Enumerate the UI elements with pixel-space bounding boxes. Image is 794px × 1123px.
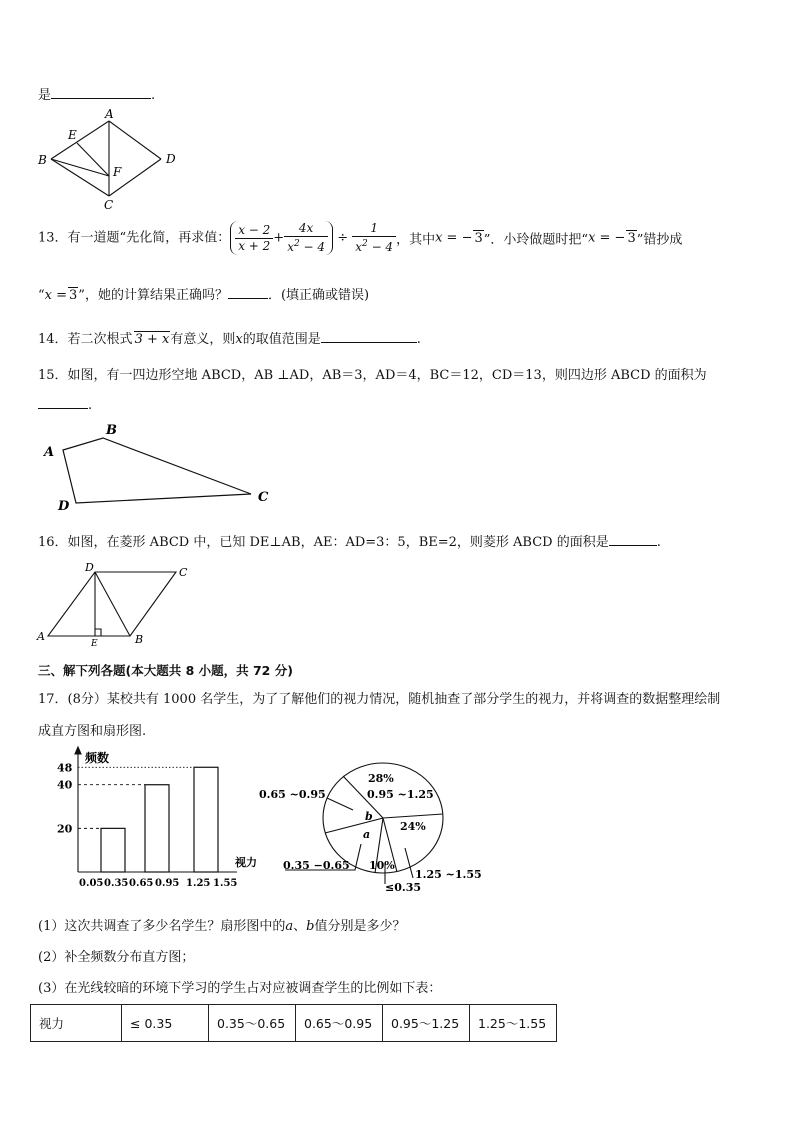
q13-sqrt-1 (473, 230, 483, 246)
q15-line-2 (38, 396, 92, 413)
pie-label-28: 28% (368, 772, 394, 785)
fig15-label-a: A (44, 445, 55, 460)
q13-condition-2: x = − (588, 230, 626, 246)
pie-leader-125 (405, 848, 413, 878)
histogram-chart (45, 744, 265, 892)
q17-sub1-c: 值分别是多少？ (314, 919, 406, 934)
q13-line2-text: ”，她的计算结果正确吗？ (78, 288, 228, 303)
q13-text-1: 有一道题“先化简，再求值： (67, 230, 231, 246)
q17-sub1-var-b: b (306, 919, 315, 934)
q13-line2-quote: “ (38, 288, 45, 303)
q13-text-4: ”错抄成 (636, 232, 683, 248)
q14-text-2: 有意义，则 (170, 332, 236, 347)
q12-tail-text: 是 (38, 88, 52, 103)
q15-answer-blank (38, 396, 88, 409)
q12-answer-line (38, 84, 155, 103)
fig15-label-c: C (258, 490, 269, 505)
figure-12 (30, 104, 190, 214)
q13-text-3: ”．小玲做题时把“ (483, 232, 589, 248)
hist-xtick-125: 1.25 (186, 878, 211, 889)
q13-condition-3: x = (44, 288, 68, 303)
q15-line-1: 15．如图，有一四边形空地 ABCD，AB ⊥AD，AB＝3，AD＝4，BC＝12，CD＝13，则四边形 ABCD 的面积为 (38, 368, 707, 383)
frac2-den-var: x (287, 240, 294, 254)
fig12-label-f: F (113, 165, 122, 179)
table-cell: 0.35～0.65 (209, 1005, 296, 1042)
q14-sqrt (134, 331, 171, 347)
q13-condition-1: x = − (435, 230, 473, 246)
q13-fraction-3 (352, 221, 396, 255)
q14-text-3: 的取值范围是 (242, 332, 321, 347)
q13-line-1 (38, 221, 682, 255)
table-cell: 0.65～0.95 (296, 1005, 383, 1042)
q13-text-2: ，其中 (396, 232, 436, 248)
q13-fraction-2 (284, 221, 328, 255)
hist-xtick-035: 0.35 (104, 878, 129, 889)
frac3-den (352, 237, 396, 255)
frac2-den-tail: − 4 (299, 240, 326, 254)
frac1-den: x + 2 (238, 238, 271, 253)
q16-line (38, 531, 661, 550)
q17-line-1: 17．(8分）某校共有 1000 名学生，为了了解他们的视力情况，随机抽查了部分学生的视力，并将调查的数据整理绘制 (38, 692, 721, 707)
fig12-label-e: E (68, 128, 77, 142)
q12-answer-blank (51, 86, 151, 99)
plus-sign: + (273, 230, 285, 246)
q16-text: 16．如图，在菱形 ABCD 中，已知 DE⊥AB，AE：AD=3：5，BE=2，则菱形 ABCD 的面积是 (38, 535, 609, 550)
figure-16 (34, 560, 204, 646)
pie-divider-5 (325, 818, 383, 833)
hist-y-arrow (75, 747, 81, 754)
pie-label-le035: ≤0.35 (385, 881, 422, 894)
hist-guides (78, 767, 194, 828)
q14-number: 14． (38, 332, 68, 347)
q17-line-2: 成直方图和扇形图. (38, 724, 147, 739)
fig15-label-d: D (58, 499, 70, 514)
frac3-den-sq: 2 (362, 239, 368, 249)
q16-answer-blank (609, 533, 657, 546)
table-cell: 视力 (31, 1005, 122, 1042)
pie-label-065-095: 0.65 ~0.95 (259, 788, 326, 801)
sqrt3-rad: 3 (69, 288, 78, 303)
q15-end: . (88, 398, 93, 413)
pie-divider-2 (383, 814, 443, 818)
fig16-label-e: E (91, 639, 98, 646)
hist-xtick-095: 0.95 (155, 878, 180, 889)
q17-sub1-var-a: a (285, 919, 294, 934)
hist-bar-1 (101, 828, 125, 872)
fig12-label-b: B (38, 153, 47, 167)
q13-line-2 (38, 284, 369, 303)
frac2-den-sq: 2 (293, 239, 300, 249)
divide-sign: ÷ (337, 230, 349, 246)
hist-xtick-065: 0.65 (129, 878, 154, 889)
frac1-num: x − 2 (235, 223, 273, 239)
hist-ytick-48: 48 (57, 761, 73, 775)
sqrt2-rad: 3 (627, 231, 636, 246)
pie-label-10: 10% (369, 859, 395, 872)
hist-xtick-005: 0.05 (79, 878, 104, 889)
table-cell: 0.95～1.25 (383, 1005, 470, 1042)
fig12-label-d: D (166, 152, 176, 166)
q12-end: . (151, 88, 156, 103)
q13-number: 13． (38, 230, 68, 246)
hist-xtick-155: 1.55 (213, 878, 238, 889)
pie-label-035-065: 0.35 −0.65 (283, 859, 350, 872)
q13-answer-blank (228, 286, 268, 299)
table-cell: 1.25～1.55 (470, 1005, 557, 1042)
q14-text-1: 若二次根式 (67, 332, 133, 347)
pie-chart (255, 758, 490, 898)
q17-sub-1 (38, 915, 405, 934)
q14-answer-blank (321, 330, 417, 343)
fig16-label-a: A (37, 630, 45, 643)
frac3-den-tail: − 4 (367, 240, 394, 254)
sqrt1-rad: 3 (474, 231, 483, 246)
q14-rad: 3 + x (134, 332, 170, 347)
pie-label-a: a (363, 828, 371, 841)
q13-line2-tail: ．(填正确或错误) (267, 288, 370, 303)
hist-bar-3 (194, 767, 218, 872)
q14-end: . (416, 332, 421, 347)
q13-sqrt-3 (68, 287, 78, 303)
fig16-label-b: B (135, 633, 144, 646)
hist-ytick-40: 40 (57, 778, 73, 792)
hist-bars (101, 767, 218, 872)
q16-end: . (656, 535, 661, 550)
q13-parenthesis (230, 221, 333, 255)
vision-table (30, 1004, 557, 1042)
frac3-den-var: x (355, 240, 363, 254)
fig16-label-c: C (179, 566, 188, 579)
q14-var: x (235, 332, 243, 347)
fig16-label-d: D (85, 561, 94, 574)
table-row (31, 1005, 557, 1042)
hist-x-label: 视力 (235, 856, 257, 869)
q13-fraction-1 (235, 223, 273, 254)
pie-leader-065 (327, 798, 353, 810)
frac2-num: 4x (284, 221, 328, 237)
fig12-label-c: C (104, 198, 114, 212)
table-cell: ≤ 0.35 (122, 1005, 209, 1042)
pie-label-b: b (365, 810, 373, 823)
figure-15 (36, 420, 286, 518)
hist-y-label: 频数 (85, 751, 110, 765)
q13-sqrt-2 (626, 230, 636, 246)
pie-label-095-125: 0.95 ~1.25 (367, 788, 434, 801)
q17-sub1-b: 、 (293, 919, 307, 934)
q17-sub1-a: (1）这次共调查了多少名学生？扇形图中的 (38, 919, 286, 934)
fig12-label-a: A (105, 107, 114, 121)
frac2-den (284, 237, 328, 255)
q17-sub-2: (2）补全频数分布直方图； (38, 950, 195, 965)
q17-sub-3: (3）在光线较暗的环境下学习的学生占对应被调查学生的比例如下表： (38, 981, 442, 996)
section-3-heading: 三、解下列各题(本大题共 8 小题，共 72 分) (38, 663, 293, 678)
hist-bar-2 (145, 785, 169, 872)
hist-ytick-20: 20 (57, 822, 73, 836)
pie-label-125-155: 1.25 ~1.55 (415, 868, 482, 881)
pie-label-24: 24% (400, 820, 426, 833)
q14-line (38, 328, 421, 347)
frac3-num: 1 (352, 221, 396, 237)
fig15-label-b: B (106, 423, 117, 438)
